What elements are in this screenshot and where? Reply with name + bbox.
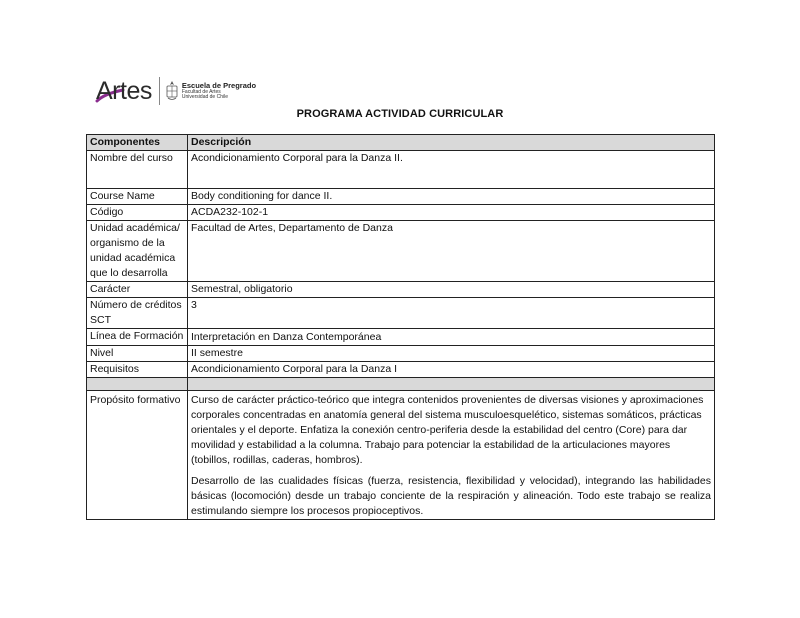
row-value: Semestral, obligatorio xyxy=(188,282,715,298)
header-componentes: Componentes xyxy=(87,135,188,151)
row-label: Requisitos xyxy=(87,362,188,378)
logo-word: Artes xyxy=(96,76,152,105)
row-value: Interpretación en Danza Contemporánea xyxy=(188,329,715,346)
table-row xyxy=(87,221,715,282)
row-label: Línea de Formación xyxy=(87,329,188,346)
separator-cell xyxy=(87,378,188,391)
table-row xyxy=(87,329,715,346)
curriculum-table xyxy=(86,134,715,520)
logo-line-3: Universidad de Chile xyxy=(181,93,228,100)
table-row xyxy=(87,298,715,329)
table-header-row xyxy=(87,135,715,151)
row-value: Facultad de Artes, Departamento de Danza xyxy=(188,221,715,282)
logo-line-1: Escuela de Pregrado xyxy=(181,80,257,90)
proposito-paragraph-1: Curso de carácter práctico-teórico que integra contenidos provenientes de diversas visiones y aproximaciones corporales concentradas en anatomía general del sistema musculoesquelético, sistemas somáticos, prácticas orientales y el deporte. Enfatiza la conexión centro-periferia desde la estabilidad del centro (Core) para dar movilidad y estabilidad a la columna. Trabajo para potenciar la estabilidad de la articulaciones mayores (tobillos, rodillas, caderas, hombros). xyxy=(191,394,704,466)
table-row xyxy=(87,362,715,378)
header-descripcion: Descripción xyxy=(188,135,715,151)
row-value: II semestre xyxy=(188,346,715,362)
row-label: Nombre del curso xyxy=(87,151,188,189)
row-value: Acondicionamiento Corporal para la Danza II. xyxy=(188,151,715,189)
row-label: Código xyxy=(87,205,188,221)
table-row xyxy=(87,391,715,520)
row-label: Unidad académica/ organismo de la unidad académica que lo desarrolla xyxy=(87,221,188,282)
row-value: 3 xyxy=(188,298,715,329)
proposito-paragraph-2: Desarrollo de las cualidades físicas (fuerza, resistencia, flexibilidad y velocidad), integrando las habilidades básicas (locomoción) desde un trabajo conciente de la respiración y alineación. Todo este trabajo se realiza estimulando siempre los procesos propioceptivos. xyxy=(191,475,711,517)
logo xyxy=(94,74,256,108)
table-row xyxy=(87,189,715,205)
table-row xyxy=(87,151,715,189)
proposito-value xyxy=(188,391,715,520)
table-row xyxy=(87,282,715,298)
separator-row xyxy=(87,378,715,391)
separator-cell xyxy=(188,378,715,391)
row-label: Número de créditos SCT xyxy=(87,298,188,329)
logo-line-2: Facultad de Artes xyxy=(181,88,221,95)
row-value: ACDA232-102-1 xyxy=(188,205,715,221)
table-row xyxy=(87,205,715,221)
table-row xyxy=(87,346,715,362)
row-label: Nivel xyxy=(87,346,188,362)
row-value: Body conditioning for dance II. xyxy=(188,189,715,205)
row-label: Propósito formativo xyxy=(87,391,188,520)
logo-subtitle xyxy=(182,82,256,100)
logo-divider xyxy=(159,77,160,105)
document-title: PROGRAMA ACTIVIDAD CURRICULAR xyxy=(296,108,504,120)
row-label: Course Name xyxy=(87,189,188,205)
row-label: Carácter xyxy=(87,282,188,298)
university-seal-icon xyxy=(165,80,179,102)
row-value: Acondicionamiento Corporal para la Danza I xyxy=(188,362,715,378)
